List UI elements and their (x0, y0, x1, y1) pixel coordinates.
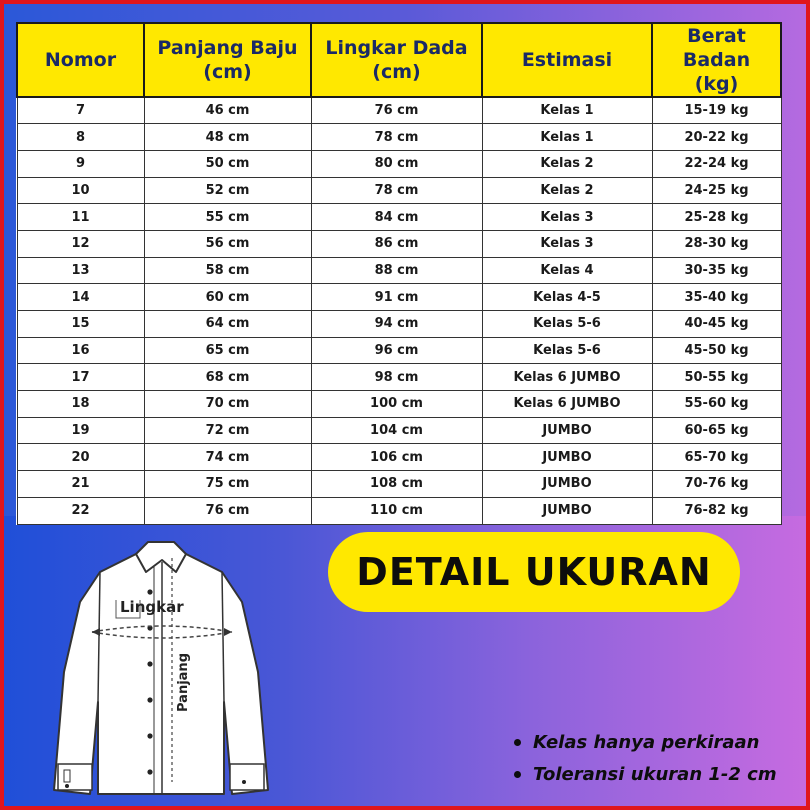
lingkar-cell: 108 cm (311, 471, 482, 498)
berat-cell: 70-76 kg (652, 471, 781, 498)
detail-banner (328, 532, 740, 612)
nomor-cell: 11 (17, 204, 144, 231)
nomor-cell: 13 (17, 257, 144, 284)
panjang-cell: 76 cm (144, 497, 311, 524)
berat-cell: 60-65 kg (652, 417, 781, 444)
estimasi-cell: JUMBO (482, 417, 652, 444)
estimasi-cell: Kelas 2 (482, 177, 652, 204)
length-label: Panjang (176, 653, 191, 712)
panjang-cell: 46 cm (144, 97, 311, 124)
lingkar-cell: 78 cm (311, 124, 482, 151)
lingkar-cell: 104 cm (311, 417, 482, 444)
nomor-cell: 16 (17, 337, 144, 364)
shirt-icon (36, 532, 288, 804)
table-row (17, 391, 781, 418)
table-row (17, 204, 781, 231)
table-header-row (17, 23, 781, 97)
estimasi-cell: Kelas 3 (482, 204, 652, 231)
header-panjang-baju: Panjang Baju (cm) (144, 23, 311, 97)
bullet-icon (514, 771, 521, 778)
lingkar-cell: 110 cm (311, 497, 482, 524)
nomor-cell: 17 (17, 364, 144, 391)
panjang-cell: 60 cm (144, 284, 311, 311)
table-row (17, 417, 781, 444)
table-row (17, 150, 781, 177)
panjang-cell: 65 cm (144, 337, 311, 364)
table-row (17, 257, 781, 284)
table-row (17, 364, 781, 391)
estimasi-cell: Kelas 6 JUMBO (482, 364, 652, 391)
note-item: Toleransi ukuran 1-2 cm (514, 758, 804, 790)
nomor-cell: 10 (17, 177, 144, 204)
panjang-cell: 58 cm (144, 257, 311, 284)
berat-cell: 50-55 kg (652, 364, 781, 391)
header-estimasi: Estimasi (482, 23, 652, 97)
nomor-cell: 8 (17, 124, 144, 151)
berat-cell: 22-24 kg (652, 150, 781, 177)
panjang-cell: 72 cm (144, 417, 311, 444)
table-row (17, 124, 781, 151)
size-table (16, 22, 782, 525)
berat-cell: 25-28 kg (652, 204, 781, 231)
panjang-cell: 52 cm (144, 177, 311, 204)
berat-cell: 40-45 kg (652, 311, 781, 338)
panjang-cell: 68 cm (144, 364, 311, 391)
lingkar-cell: 106 cm (311, 444, 482, 471)
table-row (17, 471, 781, 498)
notes-list (514, 726, 804, 790)
table-row (17, 497, 781, 524)
nomor-cell: 19 (17, 417, 144, 444)
table-row (17, 177, 781, 204)
nomor-cell: 21 (17, 471, 144, 498)
header-lingkar-dada: Lingkar Dada (cm) (311, 23, 482, 97)
berat-cell: 55-60 kg (652, 391, 781, 418)
lingkar-cell: 91 cm (311, 284, 482, 311)
berat-cell: 65-70 kg (652, 444, 781, 471)
estimasi-cell: Kelas 5-6 (482, 311, 652, 338)
panjang-cell: 70 cm (144, 391, 311, 418)
panjang-cell: 48 cm (144, 124, 311, 151)
estimasi-cell: Kelas 4 (482, 257, 652, 284)
panjang-cell: 56 cm (144, 230, 311, 257)
chest-label: Lingkar (120, 598, 184, 616)
panjang-cell: 50 cm (144, 150, 311, 177)
table-row (17, 230, 781, 257)
header-nomor: Nomor (17, 23, 144, 97)
lingkar-cell: 100 cm (311, 391, 482, 418)
table-row (17, 337, 781, 364)
nomor-cell: 7 (17, 97, 144, 124)
berat-cell: 45-50 kg (652, 337, 781, 364)
table-row (17, 284, 781, 311)
estimasi-cell: Kelas 1 (482, 124, 652, 151)
lingkar-cell: 76 cm (311, 97, 482, 124)
lingkar-cell: 80 cm (311, 150, 482, 177)
estimasi-cell: Kelas 6 JUMBO (482, 391, 652, 418)
berat-cell: 24-25 kg (652, 177, 781, 204)
estimasi-cell: Kelas 4-5 (482, 284, 652, 311)
nomor-cell: 9 (17, 150, 144, 177)
lingkar-cell: 96 cm (311, 337, 482, 364)
estimasi-cell: JUMBO (482, 471, 652, 498)
berat-cell: 15-19 kg (652, 97, 781, 124)
estimasi-cell: JUMBO (482, 444, 652, 471)
estimasi-cell: Kelas 1 (482, 97, 652, 124)
berat-cell: 30-35 kg (652, 257, 781, 284)
detail-banner-title: DETAIL UKURAN (356, 550, 712, 594)
estimasi-cell: Kelas 2 (482, 150, 652, 177)
table-row (17, 311, 781, 338)
bullet-icon (514, 739, 521, 746)
panjang-cell: 64 cm (144, 311, 311, 338)
lingkar-cell: 94 cm (311, 311, 482, 338)
panjang-cell: 75 cm (144, 471, 311, 498)
note-item: Kelas hanya perkiraan (514, 726, 804, 758)
nomor-cell: 22 (17, 497, 144, 524)
lingkar-cell: 78 cm (311, 177, 482, 204)
berat-cell: 35-40 kg (652, 284, 781, 311)
nomor-cell: 12 (17, 230, 144, 257)
estimasi-cell: JUMBO (482, 497, 652, 524)
nomor-cell: 20 (17, 444, 144, 471)
lingkar-cell: 86 cm (311, 230, 482, 257)
berat-cell: 20-22 kg (652, 124, 781, 151)
table-row (17, 97, 781, 124)
table-row (17, 444, 781, 471)
nomor-cell: 15 (17, 311, 144, 338)
berat-cell: 76-82 kg (652, 497, 781, 524)
estimasi-cell: Kelas 3 (482, 230, 652, 257)
panjang-cell: 55 cm (144, 204, 311, 231)
nomor-cell: 18 (17, 391, 144, 418)
nomor-cell: 14 (17, 284, 144, 311)
header-berat-badan: Berat Badan (kg) (652, 23, 781, 97)
lingkar-cell: 98 cm (311, 364, 482, 391)
lingkar-cell: 84 cm (311, 204, 482, 231)
shirt-illustration (36, 532, 288, 804)
table-body (17, 97, 781, 524)
panjang-cell: 74 cm (144, 444, 311, 471)
lingkar-cell: 88 cm (311, 257, 482, 284)
berat-cell: 28-30 kg (652, 230, 781, 257)
estimasi-cell: Kelas 5-6 (482, 337, 652, 364)
